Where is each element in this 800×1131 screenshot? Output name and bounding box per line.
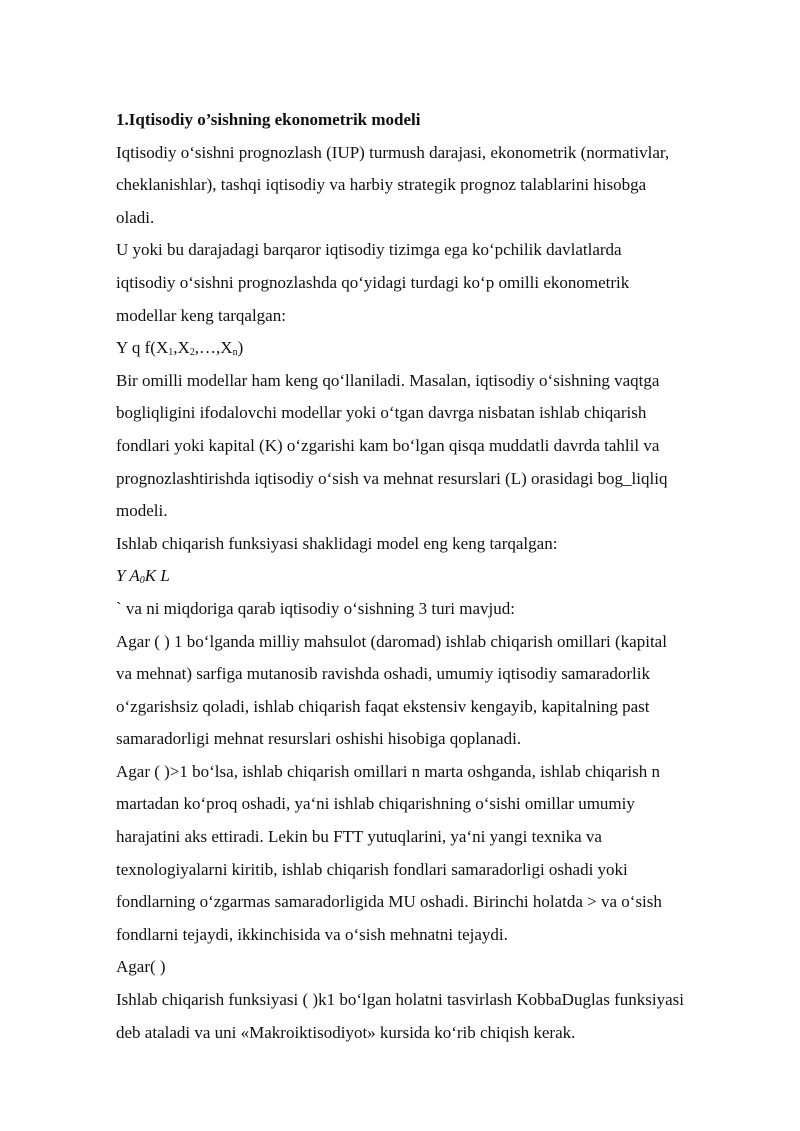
text-line: modellar keng tarqalgan: bbox=[116, 305, 286, 325]
text-line: prognozlashtirishda iqtisodiy o‘sish va mehnat resurslari (L) orasidagi bog_liqliq bbox=[116, 468, 668, 488]
document-body bbox=[116, 104, 756, 1049]
text-line: Iqtisodiy o‘sishni prognozlash (IUP) turmush darajasi, ekonometrik (normativlar, bbox=[116, 142, 670, 162]
text-line: fondlarning o‘zgarmas samaradorligida MU oshadi. Birinchi holatda > va o‘sish bbox=[116, 892, 662, 912]
text-line: Ishlab chiqarish funksiyasi ( )k1 bo‘lgan holatni tasvirlash KobbaDuglas funksiyasi bbox=[116, 990, 684, 1010]
text-line: bogliqligini ifodalovchi modellar yoki o‘tgan davrga nisbatan ishlab chiqarish bbox=[116, 403, 647, 423]
text-line: fondlari yoki kapital (K) o‘zgarishi kam bo‘lgan qisqa muddatli davrda tahlil va bbox=[116, 435, 660, 455]
text-line: oladi. bbox=[116, 207, 155, 227]
formula-multifactor: Y q $f(X_1,X_2,\dots,X_n)$ bbox=[116, 338, 244, 359]
text-line: Agar ( )>1 bo‘lsa, ishlab chiqarish omillari n marta oshganda, ishlab chiqarish n bbox=[116, 761, 661, 781]
text-line: Agar ( ) 1 bo‘lganda milliy mahsulot (daromad) ishlab chiqarish omillari (kapital bbox=[116, 631, 667, 651]
text-line: o‘zgarishsiz qoladi, ishlab chiqarish faqat ekstensiv kengayib, kapitalning past bbox=[116, 696, 650, 716]
text-line: ` va ni miqdoriga qarab iqtisodiy o‘sishning 3 turi mavjud: bbox=[116, 598, 515, 618]
text-line: Bir omilli modellar ham keng qo‘llaniladi. Masalan, iqtisodiy o‘sishning vaqtga bbox=[116, 370, 660, 390]
text-line: iqtisodiy o‘sishni prognozlashda qo‘yidagi turdagi ko‘p omilli ekonometrik bbox=[116, 272, 630, 292]
text-line: modeli. bbox=[116, 501, 168, 521]
text-line: cheklanishlar), tashqi iqtisodiy va harbiy strategik prognoz talablarini hisobga bbox=[116, 175, 647, 195]
text-line: samaradorligi mehnat resurslari oshishi hisobiga qoplanadi. bbox=[116, 729, 522, 749]
text-line: martadan ko‘proq oshadi, ya‘ni ishlab chiqarishning o‘sishi omillar umumiy bbox=[116, 794, 635, 814]
text-line: harajatini aks ettiradi. Lekin bu FTT yutuqlarini, ya‘ni yangi texnika va bbox=[116, 827, 602, 847]
text-line: texnologiyalarni kiritib, ishlab chiqarish fondlari samaradorligi oshadi yoki bbox=[116, 859, 628, 879]
formula-production-function: Y $A_0K$ L bbox=[116, 566, 170, 587]
text-line: va mehnat) sarfiga mutanosib ravishda oshadi, umumiy iqtisodiy samaradorlik bbox=[116, 664, 650, 684]
text-line: Agar( ) bbox=[116, 957, 166, 977]
text-line: fondlarni tejaydi, ikkinchisida va o‘sish mehnatni tejaydi. bbox=[116, 924, 508, 944]
section-heading: 1.Iqtisodiy o’sishning ekonometrik modeli bbox=[116, 110, 421, 129]
text-line: deb ataladi va uni «Makroiktisodiyot» kursida ko‘rib chiqish kerak. bbox=[116, 1022, 576, 1042]
text-line: Ishlab chiqarish funksiyasi shaklidagi model eng keng tarqalgan: bbox=[116, 533, 558, 553]
text-line: U yoki bu darajadagi barqaror iqtisodiy tizimga ega ko‘pchilik davlatlarda bbox=[116, 240, 622, 260]
